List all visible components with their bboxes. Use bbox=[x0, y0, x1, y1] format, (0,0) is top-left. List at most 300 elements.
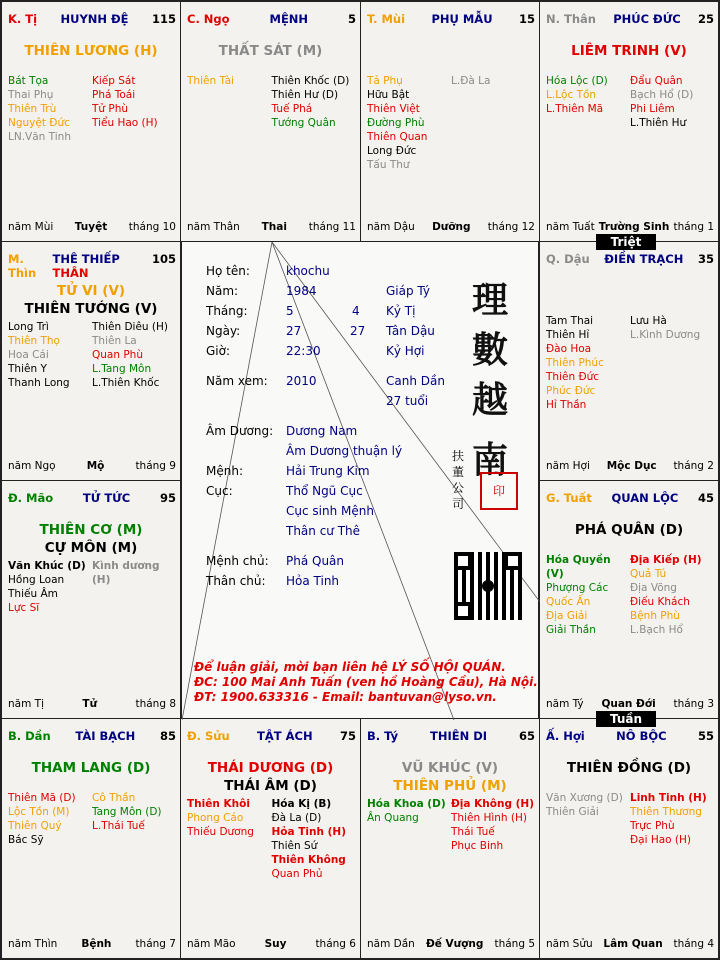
minor-star: Giải Thần bbox=[546, 624, 596, 636]
palace-header bbox=[546, 729, 714, 743]
palace-number: 5 bbox=[347, 12, 356, 26]
palace-year: năm Tị bbox=[8, 698, 44, 710]
minor-stars bbox=[8, 559, 176, 615]
minor-stars-right bbox=[451, 797, 535, 853]
palace-number: 15 bbox=[518, 12, 535, 26]
minor-star: Tiểu Hao (H) bbox=[92, 117, 158, 129]
palace-number: 105 bbox=[151, 252, 176, 266]
main-stars bbox=[540, 42, 718, 60]
palace-department-name: TÀI BẠCH bbox=[75, 729, 136, 743]
minor-stars bbox=[546, 553, 714, 637]
palace-department-name: TẬT ÁCH bbox=[257, 729, 313, 743]
minor-star: Quốc Ấn bbox=[546, 596, 591, 608]
minor-star: Tử Phù bbox=[92, 103, 129, 115]
minor-star: Quan Phù bbox=[92, 349, 143, 361]
main-star: THAM LANG (D) bbox=[31, 760, 151, 776]
palace-footer bbox=[546, 938, 714, 950]
minor-star: L.Kình Dương bbox=[630, 329, 701, 341]
palace-ngo[interactable] bbox=[180, 1, 361, 242]
minor-star: Thiên Sứ bbox=[271, 840, 318, 852]
minor-stars-left bbox=[8, 74, 92, 144]
palace-stage: Mộ bbox=[86, 460, 105, 472]
palace-branch: Đ. Mão bbox=[8, 491, 54, 505]
minor-star: Lưu Hà bbox=[630, 315, 667, 327]
palace-footer bbox=[546, 221, 714, 233]
palace-stage: Bệnh bbox=[81, 938, 112, 950]
minor-star: Tang Môn (D) bbox=[92, 806, 162, 818]
palace-department bbox=[611, 491, 678, 505]
palace-month: tháng 3 bbox=[673, 698, 714, 710]
palace-footer bbox=[8, 460, 176, 472]
palace-branch: Đ. Sửu bbox=[187, 729, 230, 743]
minor-stars bbox=[8, 320, 176, 390]
main-stars bbox=[2, 521, 180, 557]
minor-star: Hóa Lộc (D) bbox=[546, 75, 608, 87]
palace-department bbox=[430, 729, 487, 743]
palace-department bbox=[613, 12, 681, 26]
minor-stars-left bbox=[187, 797, 272, 881]
palace-header bbox=[367, 12, 535, 26]
minor-star: Long Đức bbox=[367, 145, 417, 157]
minor-star: L.Thái Tuế bbox=[92, 820, 145, 832]
minor-star: Long Trì bbox=[8, 321, 49, 333]
minor-star: Tấu Thư bbox=[367, 159, 410, 171]
minor-star: Thiên Quan bbox=[367, 131, 428, 143]
minor-star: Thiếu Âm bbox=[8, 588, 58, 600]
palace-header bbox=[546, 252, 714, 266]
palace-department bbox=[52, 252, 152, 280]
palace-department-name: THIÊN DI bbox=[430, 729, 488, 743]
cuc-note-1: Cục sinh Mệnh bbox=[286, 504, 374, 518]
am-duong-label: Âm Dương: bbox=[206, 424, 274, 438]
palace-month: tháng 2 bbox=[673, 460, 714, 472]
main-star: THIÊN PHỦ (M) bbox=[393, 778, 507, 794]
main-star: THIÊN TƯỚNG (V) bbox=[24, 301, 158, 317]
contact-phone-email[interactable]: ĐT: 1900.633316 - Email: bantuvan@lyso.vn. bbox=[194, 690, 497, 704]
minor-star: L.Tang Môn bbox=[92, 363, 152, 375]
main-star: LIÊM TRINH (V) bbox=[571, 43, 687, 59]
palace-department bbox=[257, 729, 313, 743]
palace-header bbox=[8, 491, 176, 505]
minor-stars-right bbox=[92, 791, 176, 847]
palace-header bbox=[546, 491, 714, 505]
main-stars bbox=[361, 759, 539, 795]
minor-star: L.Thiên Khốc bbox=[92, 377, 160, 389]
thang-label: Tháng: bbox=[206, 304, 248, 318]
palace-year: năm Dần bbox=[367, 938, 415, 950]
minor-stars-right bbox=[92, 74, 176, 144]
minor-star: Thiên Đức bbox=[546, 371, 600, 383]
calligraphy-char-3: 越 bbox=[472, 379, 509, 421]
palace-stage: Tuyệt bbox=[74, 221, 108, 233]
palace-stage: Thai bbox=[261, 221, 287, 233]
minor-star: Phá Toái bbox=[92, 89, 136, 101]
palace-month: tháng 4 bbox=[673, 938, 714, 950]
minor-star: Thiên Phúc bbox=[546, 357, 604, 369]
palace-month: tháng 12 bbox=[487, 221, 535, 233]
minor-star: L.Thiên Hư bbox=[630, 117, 687, 129]
minor-stars-right bbox=[630, 791, 714, 847]
main-star: THÁI DƯƠNG (D) bbox=[207, 760, 334, 776]
palace-branch: Q. Dậu bbox=[546, 252, 590, 266]
minor-star: Lực Sĩ bbox=[8, 602, 40, 614]
contact-address: ĐC: 100 Mai Anh Tuấn (ven hồ Hoàng Cầu), Hà Nội. bbox=[194, 675, 538, 689]
cuc-value: Thổ Ngũ Cục bbox=[286, 484, 363, 498]
palace-department-name: MỆNH bbox=[269, 12, 309, 26]
palace-branch: C. Ngọ bbox=[187, 12, 230, 26]
menh-value: Hải Trung Kim bbox=[286, 464, 370, 478]
minor-star: Đào Hoa bbox=[546, 343, 592, 355]
main-star: PHÁ QUÂN (D) bbox=[574, 522, 684, 538]
minor-star: Hóa Kị (B) bbox=[271, 798, 332, 810]
menh-chu-label: Mệnh chủ: bbox=[206, 554, 269, 568]
minor-star: Địa Kiếp (H) bbox=[630, 554, 702, 566]
minor-star: Phi Liêm bbox=[630, 103, 675, 115]
palace-department bbox=[83, 491, 130, 505]
thang-value: 5 bbox=[286, 304, 294, 318]
minor-star: Thiếu Dương bbox=[187, 826, 254, 838]
minor-stars-left bbox=[546, 553, 630, 637]
minor-star: Thiên La bbox=[92, 335, 137, 347]
minor-star: Địa Giải bbox=[546, 610, 588, 622]
palace-hoi[interactable] bbox=[539, 718, 719, 959]
menh-chu-value: Phá Quân bbox=[286, 554, 345, 568]
minor-star: Hồng Loan bbox=[8, 574, 65, 586]
minor-star: Thiên Việt bbox=[367, 103, 420, 115]
am-duong-note: Âm Dương thuận lý bbox=[286, 444, 403, 458]
ho-ten-label: Họ tên: bbox=[206, 264, 250, 278]
minor-star: Địa Võng bbox=[630, 582, 677, 594]
side-char-4: 司 bbox=[452, 497, 465, 511]
minor-star: Hóa Quyền (V) bbox=[546, 554, 611, 580]
palace-year: năm Mùi bbox=[8, 221, 54, 233]
palace-number: 65 bbox=[518, 729, 535, 743]
minor-star: Bệnh Phù bbox=[630, 610, 680, 622]
minor-star: Hỉ Thần bbox=[546, 399, 587, 411]
minor-stars-left bbox=[8, 791, 92, 847]
palace-mui[interactable] bbox=[360, 1, 540, 242]
palace-stage: Trường Sinh bbox=[598, 221, 670, 233]
palace-dan[interactable] bbox=[1, 718, 181, 959]
palace-branch: B. Tý bbox=[367, 729, 399, 743]
contact-line-1: Để luận giải, mời bạn liên hệ LÝ SỐ HỘI QUÁN. bbox=[194, 660, 506, 674]
ngay-label: Ngày: bbox=[206, 324, 241, 338]
side-char-3: 公 bbox=[452, 481, 465, 495]
palace-branch: T. Mùi bbox=[367, 12, 406, 26]
palace-stage: Đế Vượng bbox=[425, 938, 484, 950]
minor-star: Điếu Khách bbox=[630, 596, 690, 608]
palace-footer bbox=[546, 698, 714, 710]
minor-stars-left bbox=[187, 74, 272, 130]
palace-header bbox=[187, 12, 356, 26]
minor-star: Tuế Phá bbox=[271, 103, 313, 115]
main-star: THẤT SÁT (M) bbox=[218, 43, 323, 59]
minor-star: Quan Phủ bbox=[271, 868, 323, 880]
palace-year: năm Tuất bbox=[546, 221, 595, 233]
palace-header bbox=[8, 252, 176, 280]
palace-number: 85 bbox=[159, 729, 176, 743]
minor-star: Tả Phụ bbox=[367, 75, 403, 87]
minor-star: Linh Tinh (H) bbox=[630, 792, 707, 804]
minor-stars bbox=[8, 74, 176, 144]
palace-department-name: PHÚC ĐỨC bbox=[613, 12, 681, 26]
minor-star: Trực Phù bbox=[630, 820, 675, 832]
minor-star: Thiên Khốc (D) bbox=[271, 75, 350, 87]
minor-stars-right bbox=[630, 553, 714, 637]
palace-branch: M. Thìn bbox=[8, 252, 37, 280]
minor-star: Nguyệt Đức bbox=[8, 117, 70, 129]
minor-star: Địa Không (H) bbox=[451, 798, 534, 810]
minor-stars-left bbox=[546, 791, 630, 847]
palace-stage: Tử bbox=[82, 698, 98, 710]
minor-stars-left bbox=[367, 74, 451, 172]
palace-tuat[interactable] bbox=[539, 480, 719, 719]
palace-year: năm Dậu bbox=[367, 221, 415, 233]
palace-number: 95 bbox=[159, 491, 176, 505]
main-stars bbox=[2, 759, 180, 777]
palace-department-name: HUYNH ĐỆ bbox=[60, 12, 129, 26]
palace-department-name: PHỤ MẪU bbox=[431, 12, 493, 26]
palace-thin[interactable] bbox=[1, 241, 181, 481]
tuan-badge: Tuần bbox=[596, 711, 656, 727]
ho-ten-value: khochu bbox=[286, 264, 330, 278]
gio-label: Giờ: bbox=[206, 344, 231, 358]
minor-star: Phượng Các bbox=[546, 582, 609, 594]
palace-header bbox=[367, 729, 535, 743]
minor-stars-right bbox=[272, 74, 357, 130]
palace-year: năm Thìn bbox=[8, 938, 58, 950]
minor-stars-right bbox=[630, 74, 714, 130]
palace-number: 35 bbox=[697, 252, 714, 266]
minor-stars-right bbox=[92, 559, 176, 615]
palace-ti[interactable] bbox=[1, 1, 181, 242]
minor-star: Thiên Mã (D) bbox=[8, 792, 76, 804]
minor-star: Hữu Bật bbox=[367, 89, 410, 101]
calligraphy-char-4: 南 bbox=[472, 439, 509, 481]
nam-xem-can-chi: Canh Dần bbox=[386, 374, 445, 388]
menh-label: Mệnh: bbox=[206, 464, 243, 478]
palace-header bbox=[8, 729, 176, 743]
minor-stars bbox=[187, 797, 356, 881]
contact-block bbox=[194, 660, 538, 705]
minor-stars-right bbox=[92, 320, 176, 390]
palace-department-name: THÊ THIẾP bbox=[52, 252, 120, 266]
minor-star: Hóa Khoa (D) bbox=[367, 798, 446, 810]
gio-can-chi: Kỷ Hợi bbox=[386, 344, 425, 358]
minor-star: Phong Cáo bbox=[187, 812, 244, 824]
palace-branch: Ấ. Hợi bbox=[546, 729, 585, 743]
main-star: VŨ KHÚC (V) bbox=[401, 760, 499, 776]
palace-stage: Lâm Quan bbox=[603, 938, 663, 950]
red-seal: 印 bbox=[480, 472, 518, 510]
minor-stars bbox=[546, 74, 714, 130]
main-star: THIÊN CƠ (M) bbox=[39, 522, 143, 538]
minor-star: Bác Sỹ bbox=[8, 834, 44, 846]
palace-month: tháng 5 bbox=[494, 938, 535, 950]
minor-star: Thiên Hỉ bbox=[546, 329, 590, 341]
calligraphy-char-1: 理 bbox=[472, 279, 509, 321]
main-stars bbox=[181, 42, 360, 60]
than-chu-value: Hỏa Tinh bbox=[286, 574, 340, 588]
minor-star: Đà La (D) bbox=[271, 812, 322, 824]
palace-suu[interactable] bbox=[180, 718, 361, 959]
nam-label: Năm: bbox=[206, 284, 239, 298]
minor-star: Kiếp Sát bbox=[92, 75, 136, 87]
palace-number: 45 bbox=[697, 491, 714, 505]
minor-star: LN.Văn Tinh bbox=[8, 131, 71, 143]
minor-stars-left bbox=[546, 74, 630, 130]
vertical-side-text bbox=[452, 448, 464, 512]
qr-code-icon[interactable] bbox=[454, 552, 522, 620]
minor-star: Kình dương (H) bbox=[92, 560, 160, 586]
calligraphy-char-2: 數 bbox=[472, 329, 509, 371]
minor-star: Phục Binh bbox=[451, 840, 504, 852]
minor-star: Đường Phù bbox=[367, 117, 425, 129]
minor-star: Thiên Hình (H) bbox=[451, 812, 527, 824]
minor-star: Thai Phụ bbox=[8, 89, 54, 101]
palace-dau[interactable] bbox=[539, 241, 719, 481]
palace-footer bbox=[187, 221, 356, 233]
tuoi-value: 27 tuổi bbox=[386, 394, 429, 408]
palace-month: tháng 8 bbox=[135, 698, 176, 710]
main-star: CỰ MÔN (M) bbox=[44, 540, 138, 556]
main-stars bbox=[540, 521, 718, 539]
minor-stars bbox=[367, 74, 535, 172]
minor-stars bbox=[546, 314, 714, 412]
palace-ty[interactable] bbox=[360, 718, 540, 959]
palace-department-name: TỬ TỨC bbox=[82, 491, 131, 505]
side-char-2: 董 bbox=[452, 465, 465, 479]
minor-star: Thiên Trù bbox=[8, 103, 57, 115]
palace-number: 55 bbox=[697, 729, 714, 743]
minor-star: L.Lộc Tồn bbox=[546, 89, 597, 101]
palace-mao[interactable] bbox=[1, 480, 181, 719]
minor-stars bbox=[546, 791, 714, 847]
than-tag: THÂN bbox=[52, 266, 89, 280]
palace-number: 115 bbox=[151, 12, 176, 26]
minor-stars-right bbox=[272, 797, 357, 881]
minor-stars bbox=[367, 797, 535, 853]
minor-star: Thiên Quý bbox=[8, 820, 62, 832]
palace-month: tháng 7 bbox=[135, 938, 176, 950]
palace-branch: G. Tuất bbox=[546, 491, 592, 505]
palace-department bbox=[61, 12, 129, 26]
palace-year: năm Sửu bbox=[546, 938, 593, 950]
palace-header bbox=[187, 729, 356, 743]
palace-month: tháng 6 bbox=[315, 938, 356, 950]
minor-stars bbox=[187, 74, 356, 130]
palace-department bbox=[270, 12, 309, 26]
palace-month: tháng 9 bbox=[135, 460, 176, 472]
minor-star: Bát Tọa bbox=[8, 75, 49, 87]
palace-month: tháng 11 bbox=[308, 221, 356, 233]
center-info-panel bbox=[181, 241, 539, 719]
thang-can-chi: Kỷ Tị bbox=[386, 304, 416, 318]
palace-footer bbox=[367, 938, 535, 950]
palace-header bbox=[546, 12, 714, 26]
palace-stage: Suy bbox=[264, 938, 287, 950]
minor-star: Thanh Long bbox=[8, 377, 70, 389]
palace-footer bbox=[8, 938, 176, 950]
minor-star: Thiên Thương bbox=[630, 806, 702, 818]
palace-header bbox=[8, 12, 176, 26]
minor-star: Thiên Diêu (H) bbox=[92, 321, 168, 333]
minor-star: L.Bạch Hổ bbox=[630, 624, 683, 636]
minor-star: Thiên Y bbox=[8, 363, 47, 375]
minor-star: Thiên Hư (D) bbox=[271, 89, 339, 101]
minor-stars-left bbox=[8, 559, 92, 615]
palace-month: tháng 10 bbox=[128, 221, 176, 233]
ngay-can-chi: Tân Dậu bbox=[386, 324, 435, 338]
palace-footer bbox=[367, 221, 535, 233]
palace-than[interactable] bbox=[539, 1, 719, 242]
palace-year: năm Ngọ bbox=[8, 460, 56, 472]
minor-stars-right bbox=[451, 74, 535, 172]
minor-star: Thiên Thọ bbox=[8, 335, 60, 347]
minor-star: Văn Khúc (D) bbox=[8, 560, 86, 572]
thang-am-lich: 4 bbox=[352, 304, 360, 318]
main-star: THIÊN LƯƠNG (H) bbox=[24, 43, 158, 59]
minor-star: Tướng Quân bbox=[271, 117, 336, 129]
minor-star: Văn Xương (D) bbox=[546, 792, 623, 804]
minor-star: L.Đà La bbox=[451, 75, 491, 87]
minor-star: Thiên Tài bbox=[187, 75, 234, 87]
palace-department-name: NÔ BỘC bbox=[616, 729, 667, 743]
minor-star: Tam Thai bbox=[546, 315, 594, 327]
palace-department bbox=[616, 729, 666, 743]
palace-footer bbox=[8, 698, 176, 710]
palace-department-name: QUAN LỘC bbox=[611, 491, 679, 505]
minor-stars-right bbox=[630, 314, 714, 412]
minor-stars-left bbox=[546, 314, 630, 412]
cuc-note-2: Thân cư Thê bbox=[286, 524, 361, 538]
palace-stage: Quan Đới bbox=[601, 698, 656, 710]
nam-value: 1984 bbox=[286, 284, 317, 298]
gio-value: 22:30 bbox=[286, 344, 321, 358]
ngay-value: 27 bbox=[286, 324, 302, 338]
minor-star: Hoa Cái bbox=[8, 349, 49, 361]
main-stars bbox=[181, 759, 360, 795]
palace-year: năm Tý bbox=[546, 698, 584, 710]
palace-stage: Dưỡng bbox=[432, 221, 471, 233]
minor-stars-left bbox=[367, 797, 451, 853]
minor-star: Quả Tú bbox=[630, 568, 667, 580]
palace-branch: B. Dần bbox=[8, 729, 51, 743]
minor-star: Thiên Giải bbox=[546, 806, 599, 818]
palace-number: 25 bbox=[697, 12, 714, 26]
minor-stars-left bbox=[8, 320, 92, 390]
palace-department bbox=[604, 252, 683, 266]
main-stars bbox=[540, 759, 718, 777]
main-star: THÁI ÂM (D) bbox=[224, 778, 317, 794]
palace-department bbox=[75, 729, 135, 743]
palace-department bbox=[431, 12, 492, 26]
palace-footer bbox=[546, 460, 714, 472]
main-star: THIÊN ĐỒNG (D) bbox=[566, 760, 692, 776]
minor-star: L.Thiên Mã bbox=[546, 103, 604, 115]
palace-number: 75 bbox=[339, 729, 356, 743]
triet-badge: Triệt bbox=[596, 234, 656, 250]
palace-branch: N. Thân bbox=[546, 12, 596, 26]
minor-stars bbox=[8, 791, 176, 847]
minor-star: Đại Hao (H) bbox=[630, 834, 692, 846]
minor-star: Thiên Khôi bbox=[187, 798, 250, 810]
nam-xem-value: 2010 bbox=[286, 374, 317, 388]
minor-star: Cô Thần bbox=[92, 792, 136, 804]
minor-star: Lộc Tồn (M) bbox=[8, 806, 70, 818]
palace-footer bbox=[8, 221, 176, 233]
palace-year: năm Mão bbox=[187, 938, 236, 950]
